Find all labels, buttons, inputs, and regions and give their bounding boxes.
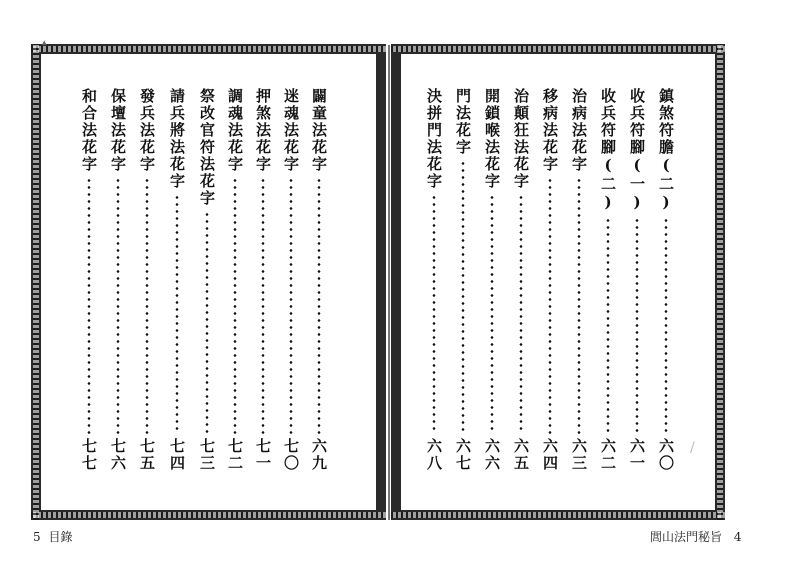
left-footer-page-number: 5 <box>33 530 41 544</box>
scan-speck: ▴ <box>42 38 47 48</box>
toc-entry-title: 調魂法花字 <box>226 88 244 173</box>
leader-dots <box>145 177 149 434</box>
leader-dots <box>175 194 179 434</box>
toc-entry-page: 六三 <box>570 438 588 472</box>
toc-entry-title: 治顛狂法花字 <box>512 88 530 190</box>
toc-entry-title: 開鎖喉法花字 <box>483 88 501 190</box>
toc-entry-page: 七四 <box>168 438 186 472</box>
leader-dots <box>233 177 237 434</box>
toc-entry-title: 治病法花字 <box>570 88 588 173</box>
leader-dots <box>289 177 293 434</box>
right-border-pattern-bottom <box>391 512 725 518</box>
toc-entry <box>655 88 677 472</box>
toc-entry <box>78 88 100 472</box>
left-footer <box>33 528 72 545</box>
leader-dots <box>606 217 610 434</box>
leader-dots <box>87 177 91 434</box>
toc-entry-page: 七一 <box>254 438 272 472</box>
scan-mark: / <box>690 440 695 456</box>
toc-entry <box>280 88 302 472</box>
toc-entry <box>452 88 474 472</box>
toc-entry-page: 七五 <box>138 438 156 472</box>
toc-entry-page: 六六 <box>483 438 501 472</box>
toc-entry-title: 請兵將法花字 <box>168 88 186 190</box>
toc-entry <box>224 88 246 472</box>
toc-entry <box>626 88 648 472</box>
leader-dots <box>116 177 120 434</box>
leader-dots <box>205 211 209 434</box>
toc-entry <box>423 88 445 472</box>
right-border-pattern-right <box>717 44 723 520</box>
leader-dots <box>490 194 494 434</box>
right-border-pattern-top <box>391 46 725 52</box>
toc-entry-title: 門法花字 <box>454 88 472 156</box>
toc-entry <box>136 88 158 472</box>
toc-entry-title: 押煞法花字 <box>254 88 272 173</box>
toc-entry-page: 六一 <box>628 438 646 472</box>
toc-entry-page: 六八 <box>425 438 443 472</box>
leader-dots <box>261 177 265 434</box>
left-border-pattern-top <box>31 46 386 52</box>
leader-dots <box>548 177 552 434</box>
toc-entry-page: 七〇 <box>282 438 300 472</box>
toc-entry <box>597 88 619 472</box>
toc-entry <box>107 88 129 472</box>
toc-entry <box>510 88 532 472</box>
toc-entry-page: 六九 <box>310 438 328 472</box>
leader-dots <box>461 160 465 434</box>
leader-dots <box>664 217 668 434</box>
gutter-divider <box>388 45 390 520</box>
toc-entry-page: 七三 <box>198 438 216 472</box>
toc-entry-page: 六五 <box>512 438 530 472</box>
toc-entry <box>308 88 330 472</box>
right-footer-page-number: 4 <box>733 530 742 544</box>
toc-entry-page: 七七 <box>80 438 98 472</box>
right-footer-label: 閭山法門秘旨 <box>650 530 723 544</box>
leader-dots <box>432 194 436 434</box>
toc-entry <box>481 88 503 472</box>
leader-dots <box>577 177 581 434</box>
toc-entry-title: 迷魂法花字 <box>282 88 300 173</box>
leader-dots <box>519 194 523 434</box>
left-border-pattern-left <box>33 44 39 520</box>
toc-entry <box>196 88 218 472</box>
toc-entry-title: 發兵法花字 <box>138 88 156 173</box>
toc-entry-title: 收兵符腳(二) <box>599 88 617 213</box>
toc-entry-title: 闢童法花字 <box>310 88 328 173</box>
toc-entry-page: 七六 <box>109 438 127 472</box>
toc-entry-page: 六四 <box>541 438 559 472</box>
toc-entry <box>568 88 590 472</box>
toc-entry <box>166 88 188 472</box>
toc-entry-title: 決拼門法花字 <box>425 88 443 190</box>
leader-dots <box>317 177 321 434</box>
toc-entry-title: 移病法花字 <box>541 88 559 173</box>
toc-entry-page: 七二 <box>226 438 244 472</box>
toc-entry <box>252 88 274 472</box>
left-border-pattern-bottom <box>31 512 386 518</box>
toc-entry-page: 六七 <box>454 438 472 472</box>
toc-entry-title: 保壇法花字 <box>109 88 127 173</box>
toc-entry-page: 六二 <box>599 438 617 472</box>
toc-entry-title: 和合法花字 <box>80 88 98 173</box>
toc-entry <box>539 88 561 472</box>
toc-entry-page: 六〇 <box>657 438 675 472</box>
toc-entry-title: 收兵符腳(一) <box>628 88 646 213</box>
right-footer <box>650 528 741 545</box>
toc-entry-title: 祭改官符法花字 <box>198 88 216 207</box>
left-footer-label: 目錄 <box>48 530 73 544</box>
leader-dots <box>635 217 639 434</box>
toc-entry-title: 鎮煞符膽(二) <box>657 88 675 213</box>
